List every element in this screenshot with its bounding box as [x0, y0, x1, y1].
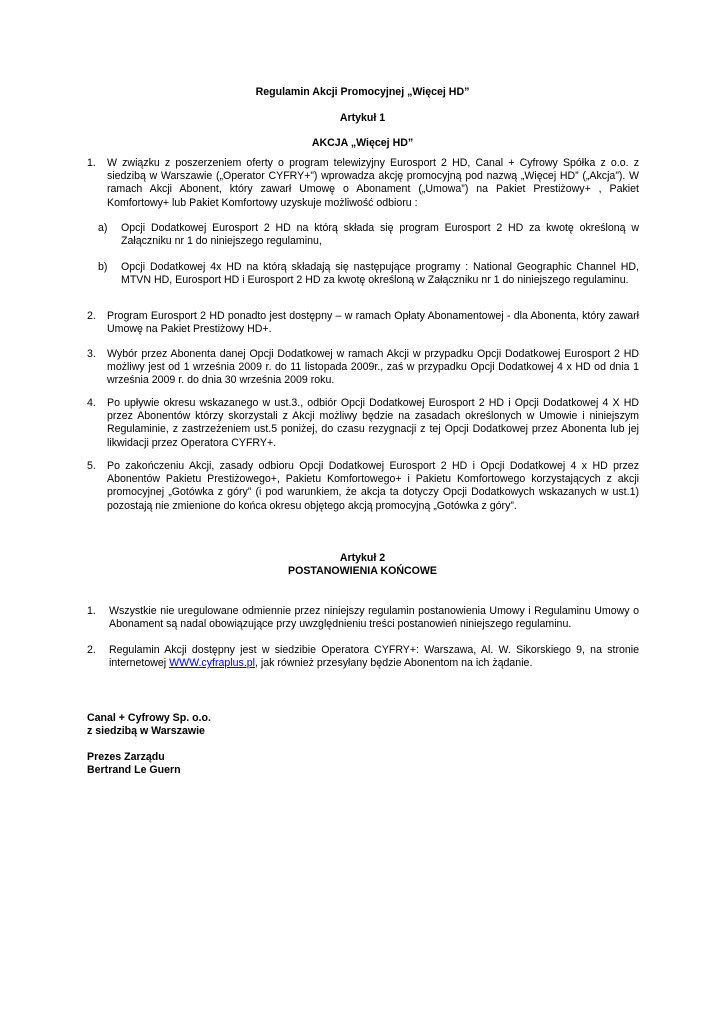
article-1-subheading: AKCJA „Więcej HD” [311, 137, 414, 149]
article-1-item-2 [87, 310, 639, 336]
article-1-heading: Artykuł 1 [339, 112, 386, 124]
item-text [87, 644, 639, 670]
article-1-item-4 [87, 397, 639, 450]
article-1-item-3 [87, 348, 639, 388]
item-text-after: , jak również przesyłany będzie Abonentom na ich żądanie. [255, 657, 533, 670]
item-text: Po zakończeniu Akcji, zasady odbioru Opcji Dodatkowej Eurosport 2 HD i Opcji Dodatkowej 4 x HD przez Abonentów Pakietu Prestiżowego+, Pakietu Komfortowego+ i Pakietu Komfortowego korzystających z akcji promocyjnej „Gotówka z góry” (i pod warunkiem, że akcja ta dotyczy Opcji Dodatkowych wskazanych w ust.1) pozostają nie zmienione do końca okresu objętego akcją promocyjną „Gotówka z góry”. [107, 460, 639, 512]
item-number: 2. [87, 310, 96, 322]
article-1-item-b [98, 261, 639, 287]
article-2-subheading: POSTANOWIENIA KOŃCOWE [288, 565, 437, 577]
item-number: 4. [87, 397, 96, 409]
item-text: Wszystkie nie uregulowane odmiennie przez niniejszy regulamin postanowienia Umowy i Regulaminu Umowy o Abonament są nadal obowiązujące przy uwzględnieniu treści postanowień niniejszego regulaminu. [109, 605, 639, 631]
item-text: W związku z poszerzeniem oferty o program telewizyjny Eurosport 2 HD, Canal + Cyfrowy Spółka z o.o. z siedzibą w Warszawie („Operator CYFRY+”) wprowadza akcję promocyjną pod nazwą „Więcej HD” („Akcja”). W ramach Akcji Abonent, który zawarł Umowę o Abonament („Umowa”) na Pakiet Prestiżowy+ , Pakiet Komfortowy+ lub Pakiet Komfortowy uzyskuje możliwość odbioru : [107, 157, 639, 209]
item-number: 2. [87, 644, 96, 656]
article-2-heading: Artykuł 2 [339, 552, 386, 564]
article-1-item-a [98, 222, 639, 248]
item-text: Wybór przez Abonenta danej Opcji Dodatkowej w ramach Akcji w przypadku Opcji Dodatkowej Eurosport 2 HD możliwy jest od 1 września 2009 r. do 11 listopada 2009r., zaś w przypadku Opcji Dodatkowej 4 x HD od dnia 1 września 2009 r. do dnia 30 września 2009 roku. [107, 348, 639, 387]
article-2-item-1 [87, 605, 639, 631]
signature-company-line1: Canal + Cyfrowy Sp. o.o. [87, 712, 211, 724]
item-text-before: Regulamin Akcji dostępny jest w siedzibie Operatora CYFRY+: Warszawa, Al. W. Sikorskiego 9, na stronie internetowej [109, 644, 639, 670]
signature-name: Bertrand Le Guern [87, 764, 181, 776]
item-text: Opcji Dodatkowej 4x HD na którą składają się następujące programy : National Geographic Channel HD, MTVN HD, Eurosport HD i Eurosport 2 HD za kwotę określoną w Załączniku nr 1 do niniejszego regulaminu. [121, 261, 639, 287]
website-link[interactable]: WWW.cyfraplus.pl [169, 657, 256, 670]
signature-company-line2: z siedzibą w Warszawie [87, 725, 205, 737]
item-text: Program Eurosport 2 HD ponadto jest dostępny – w ramach Opłaty Abonamentowej - dla Abonenta, który zawarł Umowę na Pakiet Prestiżowy HD+. [107, 310, 639, 336]
document-title: Regulamin Akcji Promocyjnej „Więcej HD” [255, 86, 470, 98]
signature-role: Prezes Zarządu [87, 751, 165, 763]
article-1-item-1 [87, 157, 639, 210]
item-text: Opcji Dodatkowej Eurosport 2 HD na którą składa się program Eurosport 2 HD za kwotę określoną w Załączniku nr 1 do niniejszego regulaminu, [121, 222, 639, 248]
item-number: 3. [87, 348, 96, 360]
item-number: a) [98, 222, 108, 234]
item-number: b) [98, 261, 108, 273]
article-1-item-5 [87, 460, 639, 513]
item-number: 1. [87, 605, 96, 617]
article-2-item-2 [87, 644, 639, 670]
item-text: Po upływie okresu wskazanego w ust.3., odbiór Opcji Dodatkowej Eurosport 2 HD i Opcji Dodatkowej 4 X HD przez Abonentów którzy skorzystali z Akcji możliwy będzie na zasadach określonych w Umowie i niniejszym Regulaminie, z zastrzeżeniem ust.5 poniżej, do czasu rezygnacji z tej Opcji Dodatkowej przez Abonenta lub jej likwidacji przez Operatora CYFRY+. [107, 397, 639, 449]
item-number: 1. [87, 157, 96, 169]
item-number: 5. [87, 460, 96, 472]
